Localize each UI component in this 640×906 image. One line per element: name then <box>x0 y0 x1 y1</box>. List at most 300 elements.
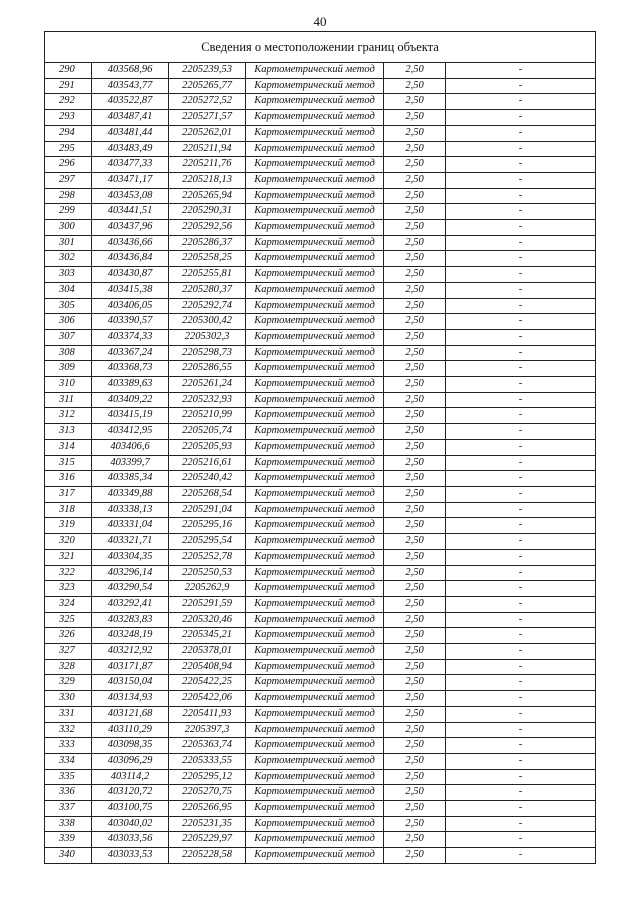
description-cell: - <box>446 455 596 471</box>
x-coordinate-cell: 403430,87 <box>92 267 169 283</box>
description-cell: - <box>446 534 596 550</box>
description-cell: - <box>446 141 596 157</box>
x-coordinate-cell: 403483,49 <box>92 141 169 157</box>
method-cell: Картометрический метод <box>246 329 384 345</box>
y-coordinate-cell: 2205291,59 <box>169 596 246 612</box>
x-coordinate-cell: 403481,44 <box>92 125 169 141</box>
x-coordinate-cell: 403120,72 <box>92 785 169 801</box>
description-cell: - <box>446 408 596 424</box>
table-row <box>45 63 596 79</box>
point-number-cell: 316 <box>45 471 92 487</box>
table-row <box>45 188 596 204</box>
y-coordinate-cell: 2205345,21 <box>169 628 246 644</box>
point-number-cell: 340 <box>45 848 92 864</box>
y-coordinate-cell: 2205205,74 <box>169 424 246 440</box>
description-cell: - <box>446 125 596 141</box>
x-coordinate-cell: 403283,83 <box>92 612 169 628</box>
y-coordinate-cell: 2205422,25 <box>169 675 246 691</box>
table-row <box>45 753 596 769</box>
x-coordinate-cell: 403389,63 <box>92 377 169 393</box>
description-cell: - <box>446 753 596 769</box>
y-coordinate-cell: 2205211,94 <box>169 141 246 157</box>
table-row <box>45 110 596 126</box>
method-cell: Картометрический метод <box>246 753 384 769</box>
method-cell: Картометрический метод <box>246 471 384 487</box>
description-cell: - <box>446 220 596 236</box>
y-coordinate-cell: 2205378,01 <box>169 644 246 660</box>
method-cell: Картометрический метод <box>246 377 384 393</box>
description-cell: - <box>446 392 596 408</box>
table-row <box>45 644 596 660</box>
accuracy-cell: 2,50 <box>384 63 446 79</box>
point-number-cell: 318 <box>45 502 92 518</box>
point-number-cell: 338 <box>45 816 92 832</box>
method-cell: Картометрический метод <box>246 675 384 691</box>
description-cell: - <box>446 110 596 126</box>
description-cell: - <box>446 832 596 848</box>
table-row <box>45 377 596 393</box>
table-row <box>45 816 596 832</box>
accuracy-cell: 2,50 <box>384 439 446 455</box>
description-cell: - <box>446 628 596 644</box>
method-cell: Картометрический метод <box>246 785 384 801</box>
y-coordinate-cell: 2205280,37 <box>169 282 246 298</box>
accuracy-cell: 2,50 <box>384 816 446 832</box>
point-number-cell: 326 <box>45 628 92 644</box>
accuracy-cell: 2,50 <box>384 486 446 502</box>
description-cell: - <box>446 659 596 675</box>
table-row <box>45 502 596 518</box>
accuracy-cell: 2,50 <box>384 345 446 361</box>
description-cell: - <box>446 267 596 283</box>
description-cell: - <box>446 94 596 110</box>
x-coordinate-cell: 403171,87 <box>92 659 169 675</box>
accuracy-cell: 2,50 <box>384 502 446 518</box>
x-coordinate-cell: 403100,75 <box>92 801 169 817</box>
point-number-cell: 314 <box>45 439 92 455</box>
method-cell: Картометрический метод <box>246 235 384 251</box>
description-cell: - <box>446 706 596 722</box>
point-number-cell: 308 <box>45 345 92 361</box>
description-cell: - <box>446 439 596 455</box>
y-coordinate-cell: 2205292,56 <box>169 220 246 236</box>
table-row <box>45 157 596 173</box>
y-coordinate-cell: 2205302,3 <box>169 329 246 345</box>
point-number-cell: 295 <box>45 141 92 157</box>
accuracy-cell: 2,50 <box>384 675 446 691</box>
method-cell: Картометрический метод <box>246 848 384 864</box>
point-number-cell: 327 <box>45 644 92 660</box>
description-cell: - <box>446 345 596 361</box>
method-cell: Картометрический метод <box>246 832 384 848</box>
description-cell: - <box>446 738 596 754</box>
x-coordinate-cell: 403374,33 <box>92 329 169 345</box>
method-cell: Картометрический метод <box>246 63 384 79</box>
point-number-cell: 309 <box>45 361 92 377</box>
accuracy-cell: 2,50 <box>384 628 446 644</box>
table-row <box>45 738 596 754</box>
table-row <box>45 392 596 408</box>
table-row <box>45 471 596 487</box>
point-number-cell: 339 <box>45 832 92 848</box>
y-coordinate-cell: 2205265,94 <box>169 188 246 204</box>
x-coordinate-cell: 403436,84 <box>92 251 169 267</box>
x-coordinate-cell: 403568,96 <box>92 63 169 79</box>
method-cell: Картометрический метод <box>246 345 384 361</box>
x-coordinate-cell: 403296,14 <box>92 565 169 581</box>
point-number-cell: 319 <box>45 518 92 534</box>
accuracy-cell: 2,50 <box>384 581 446 597</box>
method-cell: Картометрический метод <box>246 392 384 408</box>
table-row <box>45 172 596 188</box>
point-number-cell: 322 <box>45 565 92 581</box>
x-coordinate-cell: 403331,04 <box>92 518 169 534</box>
x-coordinate-cell: 403406,05 <box>92 298 169 314</box>
table-row <box>45 801 596 817</box>
method-cell: Картометрический метод <box>246 502 384 518</box>
method-cell: Картометрический метод <box>246 125 384 141</box>
method-cell: Картометрический метод <box>246 518 384 534</box>
point-number-cell: 325 <box>45 612 92 628</box>
description-cell: - <box>446 612 596 628</box>
x-coordinate-cell: 403522,87 <box>92 94 169 110</box>
y-coordinate-cell: 2205298,73 <box>169 345 246 361</box>
y-coordinate-cell: 2205210,99 <box>169 408 246 424</box>
accuracy-cell: 2,50 <box>384 785 446 801</box>
point-number-cell: 300 <box>45 220 92 236</box>
table-row <box>45 204 596 220</box>
point-number-cell: 336 <box>45 785 92 801</box>
description-cell: - <box>446 188 596 204</box>
accuracy-cell: 2,50 <box>384 596 446 612</box>
y-coordinate-cell: 2205218,13 <box>169 172 246 188</box>
y-coordinate-cell: 2205258,25 <box>169 251 246 267</box>
point-number-cell: 301 <box>45 235 92 251</box>
point-number-cell: 317 <box>45 486 92 502</box>
method-cell: Картометрический метод <box>246 424 384 440</box>
point-number-cell: 297 <box>45 172 92 188</box>
x-coordinate-cell: 403367,24 <box>92 345 169 361</box>
x-coordinate-cell: 403110,29 <box>92 722 169 738</box>
y-coordinate-cell: 2205229,97 <box>169 832 246 848</box>
method-cell: Картометрический метод <box>246 314 384 330</box>
x-coordinate-cell: 403390,57 <box>92 314 169 330</box>
description-cell: - <box>446 204 596 220</box>
y-coordinate-cell: 2205266,95 <box>169 801 246 817</box>
x-coordinate-cell: 403033,53 <box>92 848 169 864</box>
table-row <box>45 785 596 801</box>
point-number-cell: 303 <box>45 267 92 283</box>
method-cell: Картометрический метод <box>246 628 384 644</box>
y-coordinate-cell: 2205228,58 <box>169 848 246 864</box>
boundary-coordinates-table <box>44 31 596 864</box>
table-row <box>45 408 596 424</box>
method-cell: Картометрический метод <box>246 298 384 314</box>
accuracy-cell: 2,50 <box>384 753 446 769</box>
x-coordinate-cell: 403471,17 <box>92 172 169 188</box>
table-row <box>45 832 596 848</box>
point-number-cell: 334 <box>45 753 92 769</box>
point-number-cell: 290 <box>45 63 92 79</box>
accuracy-cell: 2,50 <box>384 329 446 345</box>
y-coordinate-cell: 2205292,74 <box>169 298 246 314</box>
accuracy-cell: 2,50 <box>384 769 446 785</box>
table-row <box>45 565 596 581</box>
x-coordinate-cell: 403409,22 <box>92 392 169 408</box>
x-coordinate-cell: 403114,2 <box>92 769 169 785</box>
y-coordinate-cell: 2205240,42 <box>169 471 246 487</box>
x-coordinate-cell: 403349,88 <box>92 486 169 502</box>
point-number-cell: 312 <box>45 408 92 424</box>
x-coordinate-cell: 403150,04 <box>92 675 169 691</box>
y-coordinate-cell: 2205411,93 <box>169 706 246 722</box>
point-number-cell: 293 <box>45 110 92 126</box>
accuracy-cell: 2,50 <box>384 157 446 173</box>
method-cell: Картометрический метод <box>246 94 384 110</box>
description-cell: - <box>446 63 596 79</box>
accuracy-cell: 2,50 <box>384 612 446 628</box>
y-coordinate-cell: 2205286,55 <box>169 361 246 377</box>
accuracy-cell: 2,50 <box>384 282 446 298</box>
method-cell: Картометрический метод <box>246 172 384 188</box>
accuracy-cell: 2,50 <box>384 549 446 565</box>
y-coordinate-cell: 2205270,75 <box>169 785 246 801</box>
x-coordinate-cell: 403477,33 <box>92 157 169 173</box>
point-number-cell: 324 <box>45 596 92 612</box>
x-coordinate-cell: 403292,41 <box>92 596 169 612</box>
point-number-cell: 311 <box>45 392 92 408</box>
table-row <box>45 220 596 236</box>
accuracy-cell: 2,50 <box>384 392 446 408</box>
y-coordinate-cell: 2205295,16 <box>169 518 246 534</box>
description-cell: - <box>446 251 596 267</box>
y-coordinate-cell: 2205252,78 <box>169 549 246 565</box>
accuracy-cell: 2,50 <box>384 220 446 236</box>
y-coordinate-cell: 2205211,76 <box>169 157 246 173</box>
point-number-cell: 292 <box>45 94 92 110</box>
accuracy-cell: 2,50 <box>384 644 446 660</box>
description-cell: - <box>446 801 596 817</box>
description-cell: - <box>446 565 596 581</box>
accuracy-cell: 2,50 <box>384 377 446 393</box>
table-row <box>45 706 596 722</box>
y-coordinate-cell: 2205286,37 <box>169 235 246 251</box>
method-cell: Картометрический метод <box>246 361 384 377</box>
table-row <box>45 267 596 283</box>
method-cell: Картометрический метод <box>246 439 384 455</box>
description-cell: - <box>446 282 596 298</box>
description-cell: - <box>446 329 596 345</box>
description-cell: - <box>446 78 596 94</box>
table-row <box>45 235 596 251</box>
table-row <box>45 282 596 298</box>
description-cell: - <box>446 581 596 597</box>
method-cell: Картометрический метод <box>246 722 384 738</box>
point-number-cell: 291 <box>45 78 92 94</box>
method-cell: Картометрический метод <box>246 612 384 628</box>
method-cell: Картометрический метод <box>246 141 384 157</box>
y-coordinate-cell: 2205255,81 <box>169 267 246 283</box>
x-coordinate-cell: 403033,56 <box>92 832 169 848</box>
description-cell: - <box>446 816 596 832</box>
point-number-cell: 323 <box>45 581 92 597</box>
x-coordinate-cell: 403385,34 <box>92 471 169 487</box>
accuracy-cell: 2,50 <box>384 267 446 283</box>
table-row <box>45 769 596 785</box>
accuracy-cell: 2,50 <box>384 848 446 864</box>
x-coordinate-cell: 403098,35 <box>92 738 169 754</box>
y-coordinate-cell: 2205295,12 <box>169 769 246 785</box>
y-coordinate-cell: 2205295,54 <box>169 534 246 550</box>
point-number-cell: 298 <box>45 188 92 204</box>
table-row <box>45 534 596 550</box>
method-cell: Картометрический метод <box>246 801 384 817</box>
table-row <box>45 424 596 440</box>
accuracy-cell: 2,50 <box>384 78 446 94</box>
table-row <box>45 345 596 361</box>
x-coordinate-cell: 403437,96 <box>92 220 169 236</box>
table-row <box>45 628 596 644</box>
x-coordinate-cell: 403399,7 <box>92 455 169 471</box>
accuracy-cell: 2,50 <box>384 659 446 675</box>
accuracy-cell: 2,50 <box>384 722 446 738</box>
table-row <box>45 361 596 377</box>
accuracy-cell: 2,50 <box>384 424 446 440</box>
method-cell: Картометрический метод <box>246 581 384 597</box>
point-number-cell: 331 <box>45 706 92 722</box>
method-cell: Картометрический метод <box>246 486 384 502</box>
description-cell: - <box>446 518 596 534</box>
accuracy-cell: 2,50 <box>384 518 446 534</box>
table-row <box>45 722 596 738</box>
y-coordinate-cell: 2205268,54 <box>169 486 246 502</box>
description-cell: - <box>446 675 596 691</box>
description-cell: - <box>446 235 596 251</box>
y-coordinate-cell: 2205363,74 <box>169 738 246 754</box>
method-cell: Картометрический метод <box>246 408 384 424</box>
description-cell: - <box>446 471 596 487</box>
x-coordinate-cell: 403441,51 <box>92 204 169 220</box>
x-coordinate-cell: 403290,54 <box>92 581 169 597</box>
method-cell: Картометрический метод <box>246 816 384 832</box>
y-coordinate-cell: 2205422,06 <box>169 691 246 707</box>
method-cell: Картометрический метод <box>246 769 384 785</box>
accuracy-cell: 2,50 <box>384 314 446 330</box>
table-caption: Сведения о местоположении границ объекта <box>45 32 596 63</box>
method-cell: Картометрический метод <box>246 565 384 581</box>
accuracy-cell: 2,50 <box>384 738 446 754</box>
x-coordinate-cell: 403487,41 <box>92 110 169 126</box>
point-number-cell: 306 <box>45 314 92 330</box>
description-cell: - <box>446 596 596 612</box>
x-coordinate-cell: 403453,08 <box>92 188 169 204</box>
method-cell: Картометрический метод <box>246 220 384 236</box>
description-cell: - <box>446 157 596 173</box>
point-number-cell: 296 <box>45 157 92 173</box>
table-row <box>45 518 596 534</box>
point-number-cell: 313 <box>45 424 92 440</box>
x-coordinate-cell: 403368,73 <box>92 361 169 377</box>
table-row <box>45 251 596 267</box>
method-cell: Картометрический метод <box>246 110 384 126</box>
y-coordinate-cell: 2205250,53 <box>169 565 246 581</box>
description-cell: - <box>446 848 596 864</box>
description-cell: - <box>446 314 596 330</box>
accuracy-cell: 2,50 <box>384 172 446 188</box>
x-coordinate-cell: 403096,29 <box>92 753 169 769</box>
table-row <box>45 78 596 94</box>
point-number-cell: 337 <box>45 801 92 817</box>
method-cell: Картометрический метод <box>246 596 384 612</box>
table-row <box>45 848 596 864</box>
x-coordinate-cell: 403134,93 <box>92 691 169 707</box>
method-cell: Картометрический метод <box>246 691 384 707</box>
point-number-cell: 330 <box>45 691 92 707</box>
x-coordinate-cell: 403304,35 <box>92 549 169 565</box>
x-coordinate-cell: 403436,66 <box>92 235 169 251</box>
point-number-cell: 302 <box>45 251 92 267</box>
table-row <box>45 141 596 157</box>
table-caption-row <box>45 32 596 63</box>
accuracy-cell: 2,50 <box>384 94 446 110</box>
point-number-cell: 315 <box>45 455 92 471</box>
method-cell: Картометрический метод <box>246 78 384 94</box>
y-coordinate-cell: 2205216,61 <box>169 455 246 471</box>
method-cell: Картометрический метод <box>246 251 384 267</box>
description-cell: - <box>446 377 596 393</box>
description-cell: - <box>446 769 596 785</box>
accuracy-cell: 2,50 <box>384 408 446 424</box>
page-number: 40 <box>313 14 327 29</box>
point-number-cell: 320 <box>45 534 92 550</box>
y-coordinate-cell: 2205320,46 <box>169 612 246 628</box>
y-coordinate-cell: 2205291,04 <box>169 502 246 518</box>
accuracy-cell: 2,50 <box>384 235 446 251</box>
y-coordinate-cell: 2205231,35 <box>169 816 246 832</box>
x-coordinate-cell: 403338,13 <box>92 502 169 518</box>
method-cell: Картометрический метод <box>246 267 384 283</box>
method-cell: Картометрический метод <box>246 188 384 204</box>
y-coordinate-cell: 2205333,55 <box>169 753 246 769</box>
accuracy-cell: 2,50 <box>384 125 446 141</box>
accuracy-cell: 2,50 <box>384 534 446 550</box>
accuracy-cell: 2,50 <box>384 471 446 487</box>
point-number-cell: 332 <box>45 722 92 738</box>
description-cell: - <box>446 691 596 707</box>
method-cell: Картометрический метод <box>246 534 384 550</box>
x-coordinate-cell: 403406,6 <box>92 439 169 455</box>
accuracy-cell: 2,50 <box>384 251 446 267</box>
method-cell: Картометрический метод <box>246 204 384 220</box>
point-number-cell: 333 <box>45 738 92 754</box>
table-row <box>45 314 596 330</box>
x-coordinate-cell: 403040,02 <box>92 816 169 832</box>
table-row <box>45 329 596 345</box>
description-cell: - <box>446 424 596 440</box>
x-coordinate-cell: 403121,68 <box>92 706 169 722</box>
description-cell: - <box>446 298 596 314</box>
point-number-cell: 307 <box>45 329 92 345</box>
description-cell: - <box>446 486 596 502</box>
table-row <box>45 691 596 707</box>
accuracy-cell: 2,50 <box>384 706 446 722</box>
accuracy-cell: 2,50 <box>384 691 446 707</box>
description-cell: - <box>446 785 596 801</box>
table-row <box>45 581 596 597</box>
point-number-cell: 310 <box>45 377 92 393</box>
method-cell: Картометрический метод <box>246 738 384 754</box>
point-number-cell: 328 <box>45 659 92 675</box>
